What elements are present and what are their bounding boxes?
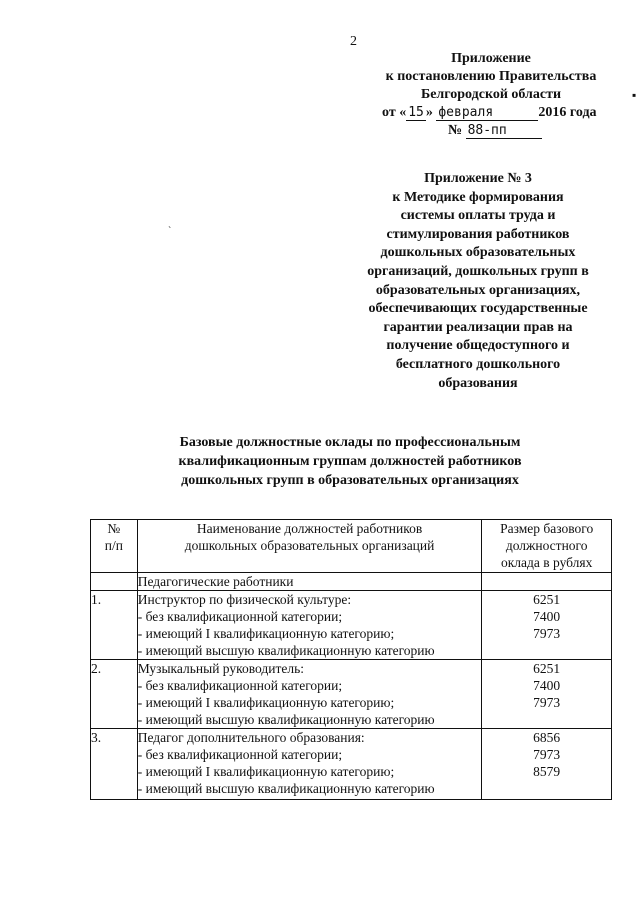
table-header-row xyxy=(91,520,612,573)
section-title: Педагогические работники xyxy=(137,573,482,591)
section-empty-cell xyxy=(91,573,138,591)
salary-value: 7400 xyxy=(533,678,561,693)
date-month: февраля xyxy=(436,106,538,121)
position-title: Инструктор по физической культуре: xyxy=(137,592,352,607)
number-value: 88-пп xyxy=(466,124,542,139)
row-number: 2. xyxy=(91,660,138,729)
header-size-line: Размер базового xyxy=(500,521,594,536)
header-number-line: № xyxy=(107,521,121,536)
salary-value: 6251 xyxy=(533,661,561,676)
salary-value: 7973 xyxy=(533,626,561,641)
salary-cell xyxy=(482,729,612,800)
appendix-date xyxy=(360,104,622,122)
number-prefix: № xyxy=(448,123,463,138)
edge-mark: ▪ xyxy=(632,88,637,102)
salary-value: 7973 xyxy=(533,747,561,762)
header-number-line: п/п xyxy=(104,538,123,553)
methodology-line: системы оплаты труда и xyxy=(400,208,556,224)
header-name-line: Наименование должностей работников xyxy=(196,521,423,536)
row-number: 1. xyxy=(91,591,138,660)
appendix-number xyxy=(360,122,622,140)
date-mid: » xyxy=(425,105,433,120)
methodology-line: Приложение № 3 xyxy=(424,171,532,186)
table-row xyxy=(91,660,612,729)
salary-value: 6251 xyxy=(533,592,561,607)
methodology-line: гарантии реализации прав на xyxy=(383,319,573,335)
header-salary-size xyxy=(482,520,612,573)
salary-table xyxy=(90,519,612,800)
category-line: - имеющий высшую квалификационную категорию xyxy=(137,712,435,727)
stray-mark: ˋ xyxy=(168,226,172,237)
date-prefix: от « xyxy=(382,105,407,120)
appendix-line-1: к постановлению Правительства xyxy=(385,69,597,84)
document-title-line: Базовые должностные оклады по профессиональным xyxy=(179,435,521,450)
salary-value: 6856 xyxy=(533,730,561,745)
header-position-name xyxy=(137,520,482,573)
page-number: 2 xyxy=(350,34,357,49)
methodology-line: организаций, дошкольных групп в xyxy=(367,263,589,279)
government-decree-appendix xyxy=(360,50,622,140)
section-empty-cell xyxy=(482,573,612,591)
category-line: - имеющий высшую квалификационную категорию xyxy=(137,643,435,658)
position-cell xyxy=(137,591,482,660)
position-cell xyxy=(137,729,482,800)
row-number: 3. xyxy=(91,729,138,800)
header-size-line: должностного xyxy=(505,538,588,553)
category-line: - имеющий I квалификационную категорию; xyxy=(137,764,395,779)
methodology-line: дошкольных образовательных xyxy=(380,245,576,261)
methodology-line: образовательных организациях, xyxy=(375,282,581,298)
document-title-line: квалификационным группам должностей работников xyxy=(178,454,522,469)
methodology-line: к Методике формирования xyxy=(392,189,564,205)
document-title-line: дошкольных групп в образовательных организациях xyxy=(181,473,519,488)
position-title: Педагог дополнительного образования: xyxy=(137,730,365,745)
table-row xyxy=(91,729,612,800)
category-line: - имеющий I квалификационную категорию; xyxy=(137,695,395,710)
methodology-line: получение общедоступного и xyxy=(386,338,570,354)
salary-value: 7400 xyxy=(533,609,561,624)
category-line: - без квалификационной категории; xyxy=(137,747,343,762)
methodology-line: бесплатного дошкольного xyxy=(395,356,561,372)
methodology-line: стимулирования работников xyxy=(386,226,570,242)
date-suffix: 2016 года xyxy=(538,105,597,120)
header-size-line: оклада в рублях xyxy=(500,555,593,570)
category-line: - без квалификационной категории; xyxy=(137,609,343,624)
salary-value: 7973 xyxy=(533,695,561,710)
methodology-line: обеспечивающих государственные xyxy=(368,301,588,317)
appendix-line-2: Белгородской области xyxy=(420,87,562,102)
appendix-title: Приложение xyxy=(451,51,531,66)
category-line: - без квалификационной категории; xyxy=(137,678,343,693)
document-title xyxy=(150,433,550,490)
position-cell xyxy=(137,660,482,729)
methodology-appendix xyxy=(336,170,620,393)
table-row xyxy=(91,591,612,660)
salary-value: 8579 xyxy=(533,764,561,779)
section-row xyxy=(91,573,612,591)
category-line: - имеющий I квалификационную категорию; xyxy=(137,626,395,641)
header-number xyxy=(91,520,138,573)
salary-cell xyxy=(482,591,612,660)
category-line: - имеющий высшую квалификационную категорию xyxy=(137,781,435,796)
salary-cell xyxy=(482,660,612,729)
header-name-line: дошкольных образовательных организаций xyxy=(184,538,435,553)
date-day: 15 xyxy=(408,105,424,120)
position-title: Музыкальный руководитель: xyxy=(137,661,305,676)
methodology-line: образования xyxy=(438,375,518,391)
